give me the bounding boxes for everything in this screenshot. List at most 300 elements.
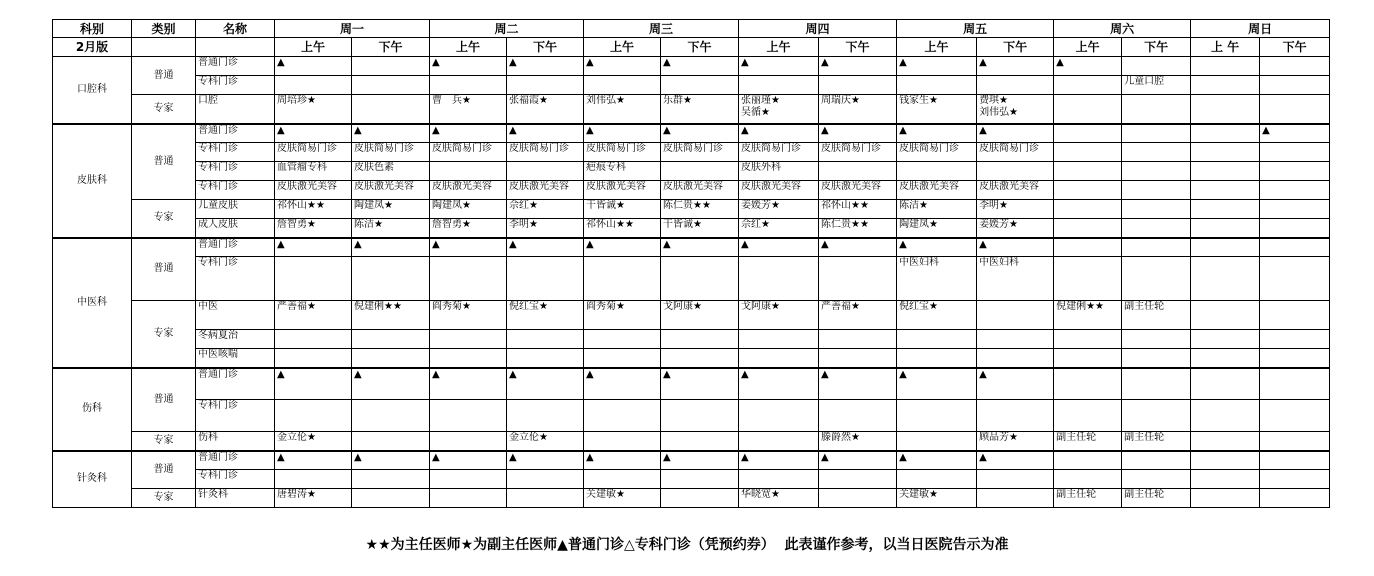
table-row: [53, 257, 1330, 301]
schedule-cell: [275, 400, 352, 432]
schedule-cell: 副主任轮: [1122, 489, 1191, 508]
schedule-cell: 陈洁★: [897, 200, 977, 219]
schedule-cell: 皮肤激光美容: [661, 181, 739, 200]
schedule-cell: ▲: [1054, 57, 1122, 76]
schedule-cell: [275, 257, 352, 301]
table-row: [53, 330, 1330, 349]
header-day: 周四: [739, 20, 897, 38]
schedule-cell: 皮肤简易门诊: [352, 143, 430, 162]
schedule-cell: [430, 330, 507, 349]
schedule-cell: 金立伦★: [275, 432, 352, 451]
schedule-cell: [897, 349, 977, 368]
schedule-cell: ▲: [661, 368, 739, 400]
schedule-cell: [819, 470, 897, 489]
schedule-cell: [661, 432, 739, 451]
schedule-cell: [1122, 349, 1191, 368]
schedule-cell: [897, 470, 977, 489]
table-row: [53, 200, 1330, 219]
schedule-cell: [1054, 349, 1122, 368]
clinic-name: 专科门诊: [196, 400, 275, 432]
schedule-cell: [430, 400, 507, 432]
schedule-cell: 皮肤色素: [352, 162, 430, 181]
table-row: [53, 349, 1330, 368]
schedule-cell: ▲: [661, 124, 739, 143]
schedule-cell: [352, 470, 430, 489]
schedule-cell: [1191, 349, 1260, 368]
schedule-cell: ▲: [584, 238, 661, 257]
schedule-cell: ▲: [352, 124, 430, 143]
schedule-cell: ▲: [507, 451, 584, 470]
schedule-cell: ▲: [430, 451, 507, 470]
header-day: 周日: [1191, 20, 1330, 38]
schedule-cell: [977, 330, 1054, 349]
schedule-cell: 副主任轮: [1122, 432, 1191, 451]
schedule-cell: 儿童口腔: [1122, 76, 1191, 95]
schedule-cell: [1260, 162, 1330, 181]
schedule-cell: ▲: [739, 124, 819, 143]
schedule-cell: [1122, 200, 1191, 219]
schedule-cell: [1122, 124, 1191, 143]
schedule-cell: [1191, 95, 1260, 124]
table-row: [53, 238, 1330, 257]
schedule-cell: 詹智勇★: [275, 219, 352, 238]
schedule-cell: [1260, 181, 1330, 200]
schedule-cell: 倪建俐★★: [352, 301, 430, 330]
schedule-cell: [1122, 219, 1191, 238]
schedule-cell: 皮肤简易门诊: [897, 143, 977, 162]
schedule-cell: 姜媛芳★: [977, 219, 1054, 238]
clinic-name: 普通门诊: [196, 368, 275, 400]
clinic-name: 口腔: [196, 95, 275, 124]
schedule-cell: 阎秀菊★: [430, 301, 507, 330]
header-row-days: [53, 20, 1330, 38]
schedule-cell: [661, 400, 739, 432]
schedule-cell: 金立伦★: [507, 432, 584, 451]
schedule-cell: 陈仁贵★★: [661, 200, 739, 219]
schedule-cell: ▲: [584, 124, 661, 143]
schedule-cell: [1191, 301, 1260, 330]
schedule-cell: [584, 76, 661, 95]
schedule-cell: [897, 330, 977, 349]
schedule-cell: [1122, 400, 1191, 432]
schedule-cell: ▲: [977, 124, 1054, 143]
category-cell: 专家: [132, 95, 196, 124]
schedule-cell: ▲: [275, 124, 352, 143]
schedule-body: [53, 20, 1330, 508]
header-dept: 科别: [53, 20, 132, 38]
schedule-cell: 副主任轮: [1054, 489, 1122, 508]
schedule-cell: [1122, 330, 1191, 349]
schedule-cell: [507, 162, 584, 181]
category-cell: 专家: [132, 432, 196, 451]
schedule-cell: [1260, 489, 1330, 508]
schedule-cell: ▲: [819, 238, 897, 257]
table-row: [53, 162, 1330, 181]
schedule-cell: ▲: [897, 368, 977, 400]
schedule-cell: 费琪★ 刘伟弘★: [977, 95, 1054, 124]
schedule-cell: [1122, 368, 1191, 400]
schedule-cell: 皮肤简易门诊: [275, 143, 352, 162]
header-category: 类别: [132, 20, 196, 38]
schedule-cell: [1122, 162, 1191, 181]
schedule-cell: [1191, 76, 1260, 95]
schedule-cell: [1260, 200, 1330, 219]
schedule-cell: ▲: [897, 124, 977, 143]
clinic-name: 专科门诊: [196, 143, 275, 162]
schedule-cell: 皮肤简易门诊: [739, 143, 819, 162]
schedule-cell: [739, 470, 819, 489]
schedule-cell: [1191, 368, 1260, 400]
schedule-cell: [1260, 451, 1330, 470]
schedule-cell: [819, 257, 897, 301]
schedule-cell: [661, 330, 739, 349]
schedule-cell: [1191, 219, 1260, 238]
schedule-cell: ▲: [897, 238, 977, 257]
schedule-cell: [275, 470, 352, 489]
schedule-cell: ▲: [739, 451, 819, 470]
schedule-cell: 祁怀山★★: [819, 200, 897, 219]
category-cell: 专家: [132, 489, 196, 508]
schedule-cell: [739, 257, 819, 301]
schedule-cell: 关建敏★: [897, 489, 977, 508]
schedule-cell: [897, 400, 977, 432]
schedule-cell: 皮肤激光美容: [739, 181, 819, 200]
schedule-cell: ▲: [584, 451, 661, 470]
department-name: 皮肤科: [53, 124, 132, 238]
schedule-cell: 张福霞★: [507, 95, 584, 124]
clinic-name: 专科门诊: [196, 257, 275, 301]
schedule-cell: [739, 400, 819, 432]
category-cell: 普通: [132, 124, 196, 200]
table-row: [53, 95, 1330, 124]
schedule-cell: ▲: [739, 368, 819, 400]
header-day: 周二: [430, 20, 584, 38]
schedule-cell: [1054, 95, 1122, 124]
schedule-cell: [1260, 400, 1330, 432]
header-day: 周六: [1054, 20, 1191, 38]
schedule-cell: [352, 57, 430, 76]
schedule-cell: [977, 400, 1054, 432]
schedule-cell: [275, 349, 352, 368]
empty-cell: [196, 38, 275, 57]
schedule-cell: [352, 400, 430, 432]
schedule-cell: [1191, 489, 1260, 508]
header-row-halves: [53, 38, 1330, 57]
schedule-cell: [352, 330, 430, 349]
header-day: 周三: [584, 20, 739, 38]
department-name: 针灸科: [53, 451, 132, 508]
schedule-cell: [1260, 143, 1330, 162]
schedule-cell: [1122, 238, 1191, 257]
schedule-cell: 周瑞庆★: [819, 95, 897, 124]
schedule-cell: [1260, 330, 1330, 349]
schedule-cell: [507, 76, 584, 95]
schedule-cell: [1191, 470, 1260, 489]
clinic-schedule-table: [52, 19, 1330, 508]
schedule-cell: 佘红★: [507, 200, 584, 219]
header-am: 上午: [739, 38, 819, 57]
schedule-cell: ▲: [430, 57, 507, 76]
header-pm: 下午: [1260, 38, 1330, 57]
schedule-cell: 皮肤激光美容: [430, 181, 507, 200]
header-day: 周五: [897, 20, 1054, 38]
table-row: [53, 368, 1330, 400]
schedule-cell: 皮肤简易门诊: [584, 143, 661, 162]
schedule-cell: [1260, 368, 1330, 400]
schedule-cell: [1191, 162, 1260, 181]
schedule-cell: [977, 470, 1054, 489]
table-row: [53, 451, 1330, 470]
schedule-cell: ▲: [819, 451, 897, 470]
schedule-cell: 皮肤激光美容: [897, 181, 977, 200]
category-cell: 专家: [132, 200, 196, 238]
schedule-cell: ▲: [819, 368, 897, 400]
schedule-cell: [977, 489, 1054, 508]
schedule-cell: [1054, 181, 1122, 200]
schedule-cell: ▲: [275, 238, 352, 257]
schedule-cell: [430, 76, 507, 95]
schedule-cell: ▲: [897, 57, 977, 76]
schedule-cell: 戈阿康★: [739, 301, 819, 330]
schedule-cell: ▲: [275, 451, 352, 470]
schedule-cell: [430, 489, 507, 508]
schedule-cell: [897, 76, 977, 95]
schedule-cell: ▲: [977, 238, 1054, 257]
schedule-cell: 陶建凤★: [352, 200, 430, 219]
schedule-cell: 周培珍★: [275, 95, 352, 124]
schedule-cell: [661, 257, 739, 301]
table-row: [53, 219, 1330, 238]
table-row: [53, 400, 1330, 432]
schedule-cell: ▲: [977, 368, 1054, 400]
schedule-cell: ▲: [507, 57, 584, 76]
schedule-cell: [1260, 238, 1330, 257]
schedule-cell: ▲: [430, 368, 507, 400]
header-pm: 下午: [819, 38, 897, 57]
schedule-container: [52, 19, 1330, 508]
schedule-cell: [1191, 330, 1260, 349]
clinic-name: 普通门诊: [196, 451, 275, 470]
table-row: [53, 181, 1330, 200]
schedule-cell: 皮肤简易门诊: [661, 143, 739, 162]
schedule-cell: 陈洁★: [352, 219, 430, 238]
schedule-cell: [275, 76, 352, 95]
schedule-cell: [1054, 124, 1122, 143]
schedule-cell: [352, 432, 430, 451]
schedule-cell: [352, 489, 430, 508]
schedule-cell: [352, 349, 430, 368]
table-row: [53, 76, 1330, 95]
schedule-cell: ▲: [1260, 124, 1330, 143]
schedule-cell: [352, 95, 430, 124]
schedule-cell: 佘红★: [739, 219, 819, 238]
schedule-cell: [275, 330, 352, 349]
schedule-cell: [1191, 451, 1260, 470]
schedule-cell: ▲: [584, 368, 661, 400]
schedule-cell: 皮肤激光美容: [352, 181, 430, 200]
schedule-cell: [1122, 451, 1191, 470]
schedule-cell: 李明★: [507, 219, 584, 238]
header-am: 上午: [584, 38, 661, 57]
schedule-cell: [897, 432, 977, 451]
department-name: 中医科: [53, 238, 132, 368]
table-row: [53, 432, 1330, 451]
schedule-cell: 皮肤简易门诊: [977, 143, 1054, 162]
schedule-cell: ▲: [977, 57, 1054, 76]
schedule-cell: 严善福★: [819, 301, 897, 330]
schedule-cell: [1260, 470, 1330, 489]
header-am: 上午: [897, 38, 977, 57]
schedule-cell: ▲: [584, 57, 661, 76]
schedule-cell: [661, 162, 739, 181]
clinic-name: 专科门诊: [196, 76, 275, 95]
schedule-cell: 詹智勇★: [430, 219, 507, 238]
schedule-cell: [1054, 330, 1122, 349]
schedule-cell: [1191, 257, 1260, 301]
schedule-cell: [1260, 76, 1330, 95]
schedule-cell: [507, 257, 584, 301]
clinic-name: 成人皮肤: [196, 219, 275, 238]
schedule-cell: 倪红宝★: [897, 301, 977, 330]
schedule-cell: 陶建凤★: [430, 200, 507, 219]
schedule-cell: [819, 489, 897, 508]
schedule-cell: [1054, 162, 1122, 181]
schedule-cell: [1054, 368, 1122, 400]
schedule-cell: [430, 470, 507, 489]
schedule-cell: [1260, 95, 1330, 124]
schedule-cell: 祁怀山★★: [275, 200, 352, 219]
schedule-cell: 严善福★: [275, 301, 352, 330]
schedule-cell: 干皆诚★: [661, 219, 739, 238]
schedule-cell: 陈仁贵★★: [819, 219, 897, 238]
schedule-cell: [661, 470, 739, 489]
table-row: [53, 301, 1330, 330]
schedule-cell: [1260, 219, 1330, 238]
schedule-cell: [1260, 349, 1330, 368]
schedule-cell: 皮肤激光美容: [507, 181, 584, 200]
schedule-cell: [739, 330, 819, 349]
schedule-cell: [507, 489, 584, 508]
schedule-cell: [819, 76, 897, 95]
schedule-cell: ▲: [507, 124, 584, 143]
schedule-cell: [1260, 301, 1330, 330]
schedule-cell: ▲: [352, 368, 430, 400]
schedule-cell: [977, 349, 1054, 368]
schedule-cell: [584, 400, 661, 432]
schedule-cell: [1122, 95, 1191, 124]
schedule-cell: [1260, 57, 1330, 76]
category-cell: 普通: [132, 451, 196, 489]
schedule-cell: 李明★: [977, 200, 1054, 219]
schedule-cell: [739, 76, 819, 95]
schedule-cell: 姜媛芳★: [739, 200, 819, 219]
schedule-cell: [819, 162, 897, 181]
schedule-cell: ▲: [819, 57, 897, 76]
schedule-cell: 华晓宽★: [739, 489, 819, 508]
schedule-cell: [430, 162, 507, 181]
schedule-cell: [430, 432, 507, 451]
schedule-cell: [897, 162, 977, 181]
header-name: 名称: [196, 20, 275, 38]
schedule-cell: 乐群★: [661, 95, 739, 124]
schedule-cell: ▲: [739, 57, 819, 76]
schedule-cell: 中医妇科: [897, 257, 977, 301]
schedule-cell: [819, 349, 897, 368]
schedule-cell: [352, 257, 430, 301]
schedule-cell: 唐碧涛★: [275, 489, 352, 508]
schedule-cell: 皮肤激光美容: [819, 181, 897, 200]
schedule-cell: ▲: [661, 451, 739, 470]
schedule-cell: [584, 257, 661, 301]
clinic-name: 普通门诊: [196, 124, 275, 143]
category-cell: 普通: [132, 57, 196, 95]
clinic-name: 针灸科: [196, 489, 275, 508]
header-am: 上午: [275, 38, 352, 57]
schedule-cell: [661, 489, 739, 508]
schedule-cell: 皮肤外科: [739, 162, 819, 181]
schedule-cell: ▲: [430, 124, 507, 143]
header-pm: 下午: [977, 38, 1054, 57]
schedule-cell: [1054, 451, 1122, 470]
schedule-cell: [507, 470, 584, 489]
schedule-cell: [507, 349, 584, 368]
schedule-cell: 钱家生★: [897, 95, 977, 124]
schedule-cell: ▲: [275, 368, 352, 400]
schedule-cell: [1054, 200, 1122, 219]
schedule-cell: 陶建凤★: [897, 219, 977, 238]
schedule-cell: [1260, 432, 1330, 451]
schedule-cell: 副主任轮: [1054, 432, 1122, 451]
schedule-cell: 张丽瑾★ 吴循★: [739, 95, 819, 124]
table-row: [53, 489, 1330, 508]
schedule-cell: 中医妇科: [977, 257, 1054, 301]
schedule-cell: 皮肤简易门诊: [507, 143, 584, 162]
schedule-cell: [1122, 257, 1191, 301]
schedule-cell: [584, 330, 661, 349]
table-row: [53, 57, 1330, 76]
department-name: 伤科: [53, 368, 132, 451]
schedule-cell: [739, 349, 819, 368]
schedule-cell: [1122, 181, 1191, 200]
schedule-cell: [430, 257, 507, 301]
schedule-cell: [584, 470, 661, 489]
schedule-cell: 阎秀菊★: [584, 301, 661, 330]
header-day: 周一: [275, 20, 430, 38]
clinic-name: 专科门诊: [196, 470, 275, 489]
clinic-name: 儿童皮肤: [196, 200, 275, 219]
schedule-cell: [739, 432, 819, 451]
schedule-cell: 祁怀山★★: [584, 219, 661, 238]
table-row: [53, 124, 1330, 143]
schedule-cell: ▲: [430, 238, 507, 257]
schedule-cell: 皮肤激光美容: [275, 181, 352, 200]
schedule-cell: [1191, 57, 1260, 76]
schedule-cell: 关建敏★: [584, 489, 661, 508]
schedule-cell: 刘伟弘★: [584, 95, 661, 124]
schedule-cell: ▲: [507, 368, 584, 400]
schedule-cell: ▲: [819, 124, 897, 143]
schedule-cell: [819, 400, 897, 432]
clinic-name: 专科门诊: [196, 181, 275, 200]
schedule-cell: 疤痕专科: [584, 162, 661, 181]
legend-footnote: ★★为主任医师★为副主任医师▲普通门诊△专科门诊（凭预约券） 此表谨作参考，以当日医院告示为准: [365, 537, 1009, 553]
clinic-name: 专科门诊: [196, 162, 275, 181]
schedule-cell: [430, 349, 507, 368]
clinic-name: 普通门诊: [196, 238, 275, 257]
schedule-cell: [1122, 470, 1191, 489]
schedule-cell: [584, 349, 661, 368]
schedule-cell: [1054, 219, 1122, 238]
